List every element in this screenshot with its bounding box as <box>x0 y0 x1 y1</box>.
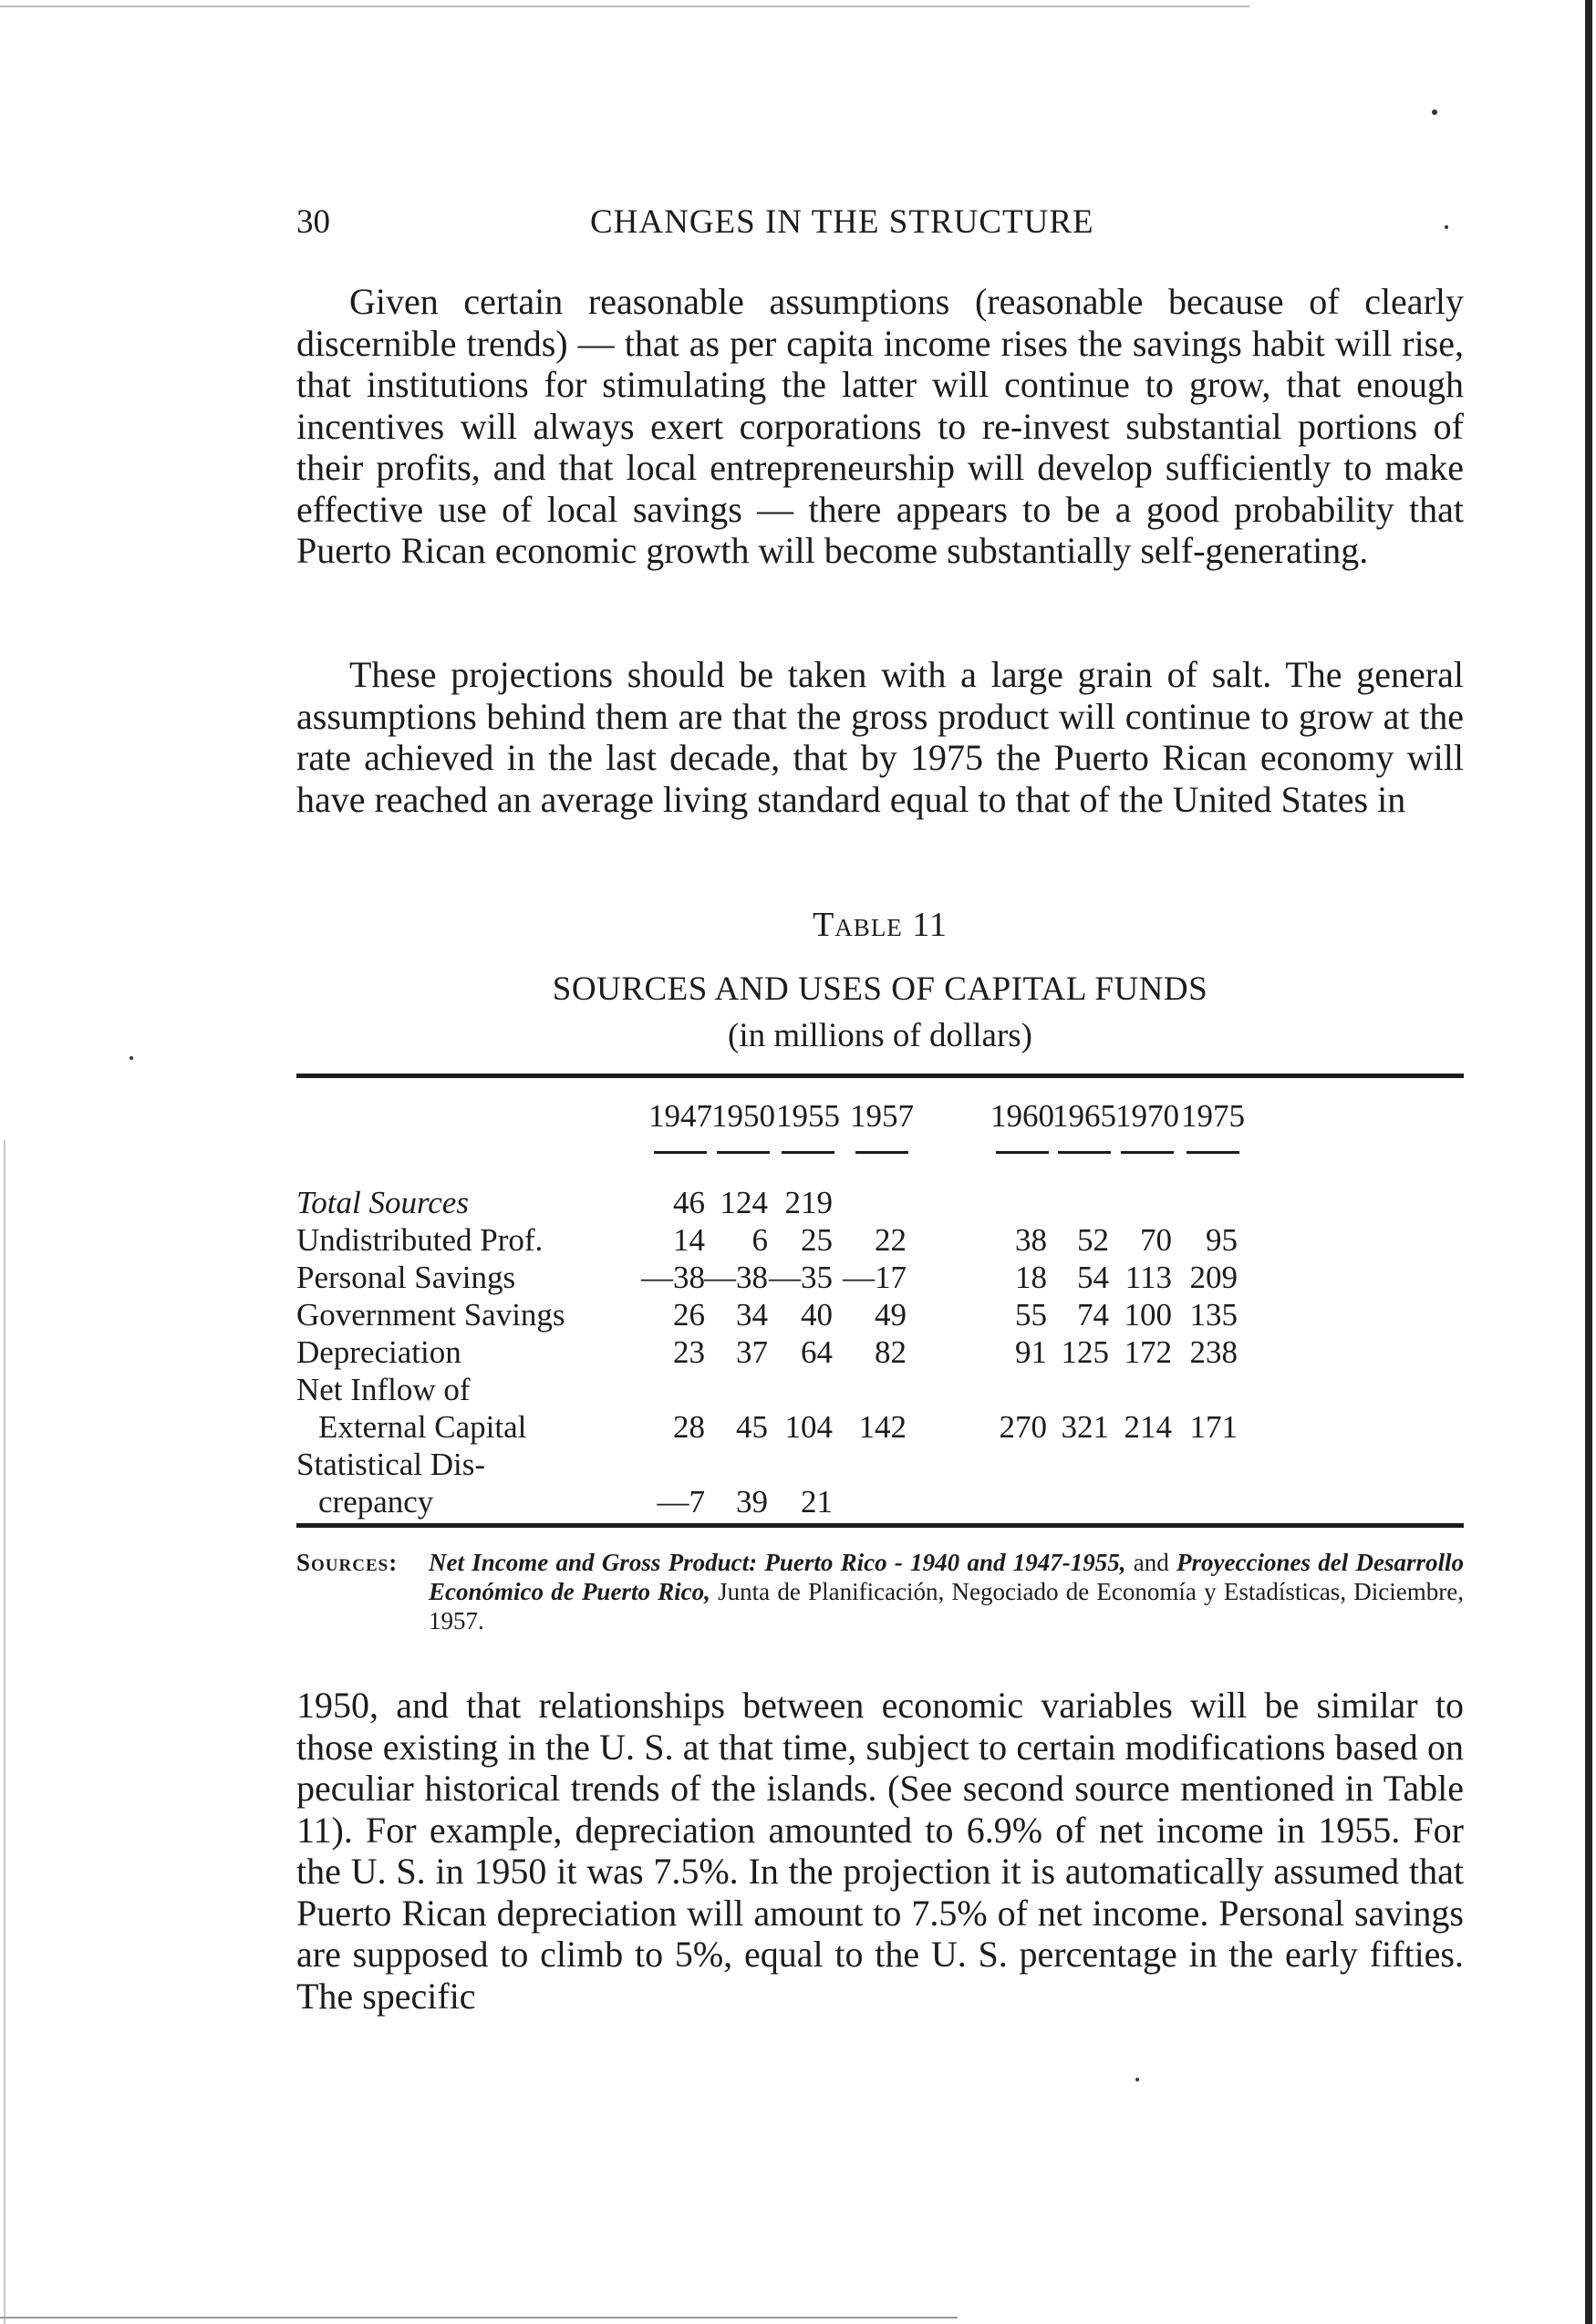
column-header-rule <box>717 1151 770 1154</box>
scan-edge-right <box>1585 0 1592 2324</box>
table-cell: 113 <box>1124 1260 1172 1295</box>
scan-speck <box>130 1056 133 1060</box>
table-cell: 18 <box>1015 1260 1047 1295</box>
body-paragraph-3: 1950, and that relationships between economic variables will be similar to those existing in the U. S. at that time, subject to certain modifications based on peculiar historical trends of the islands. (See second source mentioned in Table 11). For example, depreciation amounted to 6.9% of net income in 1955. For the U. S. in 1950 it was 7.5%. In the projection it is automatically assumed that Puerto Rican depreciation will amount to 7.5% of net income. Personal savings are supposed to climb to 5%, equal to the U. S. percentage in the early fifties. The specific <box>296 1685 1464 2017</box>
running-head: CHANGES IN THE STRUCTURE <box>590 203 1094 241</box>
table-cell: 55 <box>1015 1297 1047 1333</box>
table-cell: 49 <box>875 1297 907 1333</box>
table-cell: 135 <box>1189 1297 1238 1333</box>
row-label: Total Sources <box>296 1185 469 1220</box>
scan-edge-top <box>0 5 1249 7</box>
table-cell: 270 <box>999 1409 1047 1445</box>
table-cell: 38 <box>1015 1222 1047 1258</box>
table-cell: 142 <box>858 1409 907 1445</box>
table-bottom-rule <box>296 1523 1464 1528</box>
table-label: Table 11 <box>813 906 948 944</box>
column-header-year: 1970 <box>1115 1098 1179 1134</box>
table-cell: 39 <box>736 1484 768 1520</box>
scan-edge-bottom <box>0 2317 958 2319</box>
scan-edge-left <box>4 1140 5 2324</box>
table-cell: 6 <box>751 1222 768 1258</box>
table-cell: 54 <box>1077 1260 1109 1295</box>
table-cell: 100 <box>1124 1297 1172 1333</box>
row-label: Depreciation <box>296 1334 461 1370</box>
scan-speck <box>1432 109 1437 115</box>
column-header-year: 1960 <box>990 1098 1054 1134</box>
table-cell: 74 <box>1077 1297 1109 1333</box>
body-paragraph-1: Given certain reasonable assumptions (reasonable because of clearly discernible trends) — that as per capita income rises the savings habit will rise, that institutions for stimulating the latter will continue to grow, that enough incentives will always exert corporations to re-invest substantial portions of their profits, and that local entrepreneurship will develop sufficiently to make effective use of local savings — there appears to be a good probability that Puerto Rican economic growth will become substantially self-generating. <box>296 281 1464 571</box>
source-title-1: Net Income and Gross Product: Puerto Rico - 1940 and 1947-1955, <box>429 1549 1126 1576</box>
table-cell: 37 <box>736 1334 768 1370</box>
source-rest: Junta de Planificación, Negociado de Economía y Estadísticas, Diciembre, 1957. <box>429 1578 1464 1634</box>
column-header-rule <box>1121 1151 1174 1154</box>
row-label: Statistical Dis- <box>296 1447 486 1482</box>
column-header-year: 1950 <box>711 1098 775 1134</box>
row-label: Government Savings <box>296 1297 565 1333</box>
column-header-year: 1957 <box>850 1098 914 1134</box>
column-header-rule <box>996 1151 1049 1154</box>
capital-funds-table <box>296 1087 1464 1520</box>
body-paragraph-2: These projections should be taken with a large grain of salt. The general assumptions behind them are that the gross product will continue to grow at the rate achieved in the last decade, that by 1975 the Puerto Rican economy will have reached an average living standard equal to that of the United States in <box>296 654 1464 820</box>
column-header-year: 1965 <box>1052 1098 1116 1134</box>
table-cell: 22 <box>875 1222 907 1258</box>
row-label: External Capital <box>318 1409 527 1445</box>
table-cell: 171 <box>1189 1409 1238 1445</box>
column-header-rule <box>1187 1151 1239 1154</box>
table-cell: —7 <box>657 1484 705 1520</box>
table-cell: 46 <box>673 1185 705 1220</box>
column-header-rule <box>1058 1151 1111 1154</box>
row-label: Net Inflow of <box>296 1372 471 1407</box>
table-subtitle: (in millions of dollars) <box>728 1017 1032 1054</box>
table-cell: 40 <box>801 1297 833 1333</box>
table-cell: —38 <box>641 1260 705 1295</box>
table-cell: —35 <box>769 1260 833 1295</box>
column-header-year: 1955 <box>776 1098 840 1134</box>
row-label: crepancy <box>318 1484 434 1520</box>
column-header-year: 1975 <box>1181 1098 1245 1134</box>
page-number: 30 <box>296 203 330 241</box>
table-cell: 82 <box>875 1334 907 1370</box>
table-cell: 34 <box>736 1297 768 1333</box>
column-header-rule <box>654 1151 707 1154</box>
table-title: SOURCES AND USES OF CAPITAL FUNDS <box>552 970 1208 1008</box>
table-top-rule <box>296 1074 1464 1078</box>
table-cell: 23 <box>673 1334 705 1370</box>
column-header-rule <box>855 1151 908 1154</box>
sources-tag: Sources: <box>296 1549 399 1576</box>
page-header <box>296 202 1464 246</box>
table-cell: —17 <box>843 1260 907 1295</box>
table-cell: 214 <box>1124 1409 1172 1445</box>
table-cell: 172 <box>1124 1334 1172 1370</box>
table-cell: 70 <box>1140 1222 1172 1258</box>
table-cell: 125 <box>1061 1334 1109 1370</box>
scan-speck <box>1135 2078 1139 2081</box>
source-joiner: and <box>1133 1549 1169 1576</box>
source-title-2: Proyecciones del Desarrollo Económico de Puerto Rico, <box>429 1549 1465 1605</box>
table-cell: 25 <box>801 1222 833 1258</box>
table-cell: 14 <box>673 1222 705 1258</box>
table-cell: —38 <box>704 1260 768 1295</box>
row-label: Personal Savings <box>296 1260 516 1295</box>
table-cell: 219 <box>784 1185 833 1220</box>
table-cell: 26 <box>673 1297 705 1333</box>
table-cell: 321 <box>1061 1409 1109 1445</box>
row-label: Undistributed Prof. <box>296 1222 544 1258</box>
column-header-year: 1947 <box>648 1098 712 1134</box>
sources-body <box>429 1548 1464 1635</box>
table-cell: 209 <box>1189 1260 1238 1295</box>
table-cell: 28 <box>673 1409 705 1445</box>
table-cell: 238 <box>1189 1334 1238 1370</box>
table-cell: 64 <box>801 1334 833 1370</box>
table-cell: 104 <box>784 1409 833 1445</box>
table-cell: 91 <box>1015 1334 1047 1370</box>
table-cell: 52 <box>1077 1222 1109 1258</box>
column-header-rule <box>782 1151 834 1154</box>
table-cell: 95 <box>1206 1222 1238 1258</box>
table-cell: 21 <box>801 1484 833 1520</box>
table-cell: 124 <box>720 1185 768 1220</box>
table-cell: 45 <box>736 1409 768 1445</box>
